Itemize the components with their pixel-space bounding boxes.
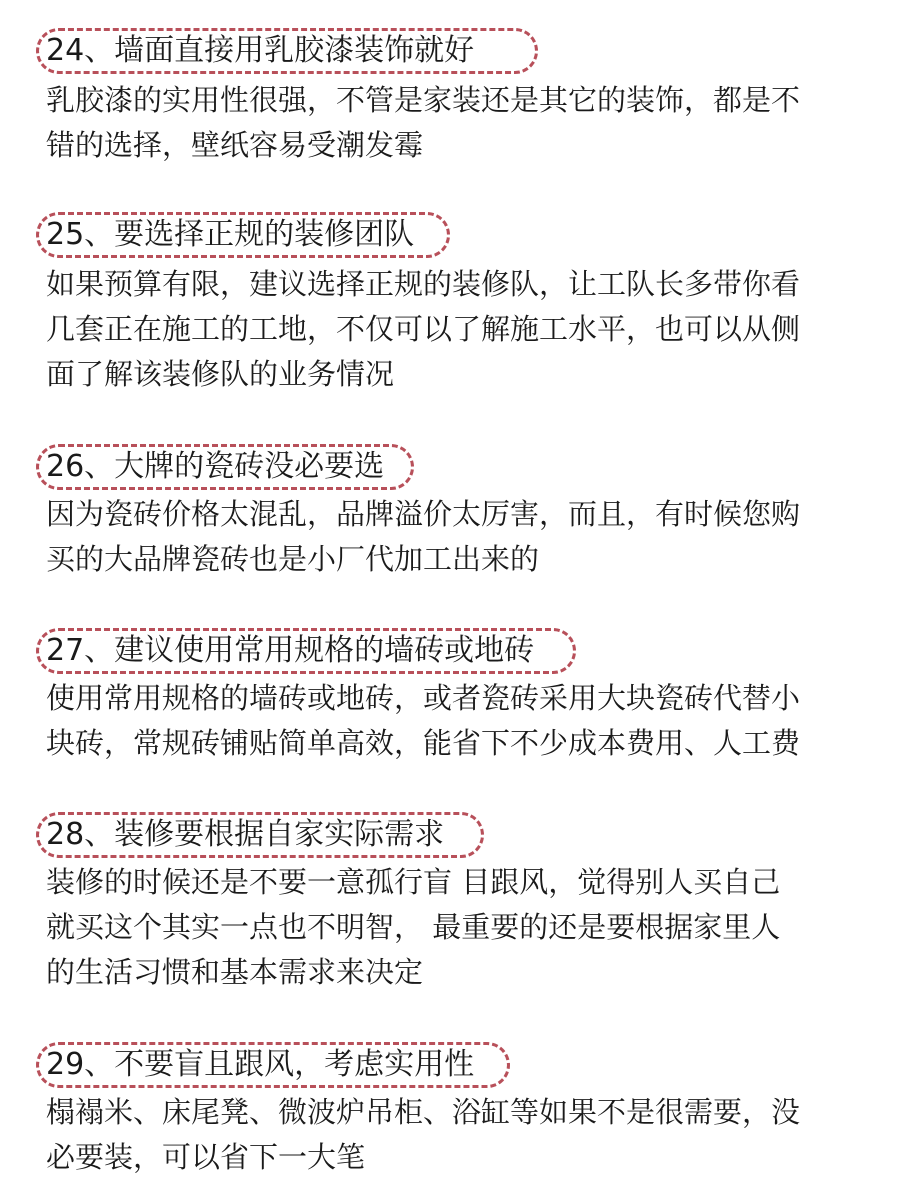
tip-title: 27、建议使用常用规格的墙砖或地砖 (46, 633, 535, 668)
tip-body (46, 1090, 876, 1180)
tip-title: 25、要选择正规的装修团队 (46, 217, 415, 252)
tip-body (46, 492, 876, 582)
tip-title: 29、不要盲且跟风，考虑实用性 (46, 1047, 475, 1082)
tip-body (46, 860, 876, 995)
tip-body-line: 块砖，常规砖铺贴简单高效，能省下不少成本费用、人工费 (46, 726, 801, 760)
tip-body-line: 装修的时候还是不要一意孤行盲 目跟风，觉得别人买自己 (46, 865, 781, 899)
tip-title: 24、墙面直接用乳胶漆装饰就好 (46, 33, 475, 68)
tip-title: 26、大牌的瓷砖没必要选 (46, 449, 385, 484)
tip-body-line: 就买这个其实一点也不明智， 最重要的还是要根据家里人 (46, 910, 781, 944)
tip-body-line: 必要装，可以省下一大笔 (46, 1140, 366, 1174)
tip-body-line: 的生活习惯和基本需求来决定 (46, 955, 424, 989)
tip-body-line: 如果预算有限，建议选择正规的装修队，让工队长多带你看 (46, 267, 801, 301)
tip-body-line: 榻褟米、床尾凳、微波炉吊柜、浴缸等如果不是很需要，没 (46, 1095, 801, 1129)
tip-body-line: 买的大品牌瓷砖也是小厂代加工出来的 (46, 542, 540, 576)
tip-body (46, 262, 876, 397)
tip-body-line: 因为瓷砖价格太混乱，品牌溢价太厉害，而且，有时候您购 (46, 497, 801, 531)
tip-body-line: 几套正在施工的工地，不仅可以了解施工水平，也可以从侧 (46, 312, 801, 346)
tip-body-line: 错的选择，壁纸容易受潮发霉 (46, 128, 424, 162)
tip-body (46, 78, 876, 168)
tip-body-line: 乳胶漆的实用性很强，不管是家装还是其它的装饰，都是不 (46, 83, 801, 117)
tip-body-line: 面了解该装修队的业务情况 (46, 357, 395, 391)
tip-body-line: 使用常用规格的墙砖或地砖，或者瓷砖采用大块瓷砖代替小 (46, 681, 801, 715)
tip-body (46, 676, 876, 766)
tip-title: 28、装修要根据自家实际需求 (46, 817, 445, 852)
